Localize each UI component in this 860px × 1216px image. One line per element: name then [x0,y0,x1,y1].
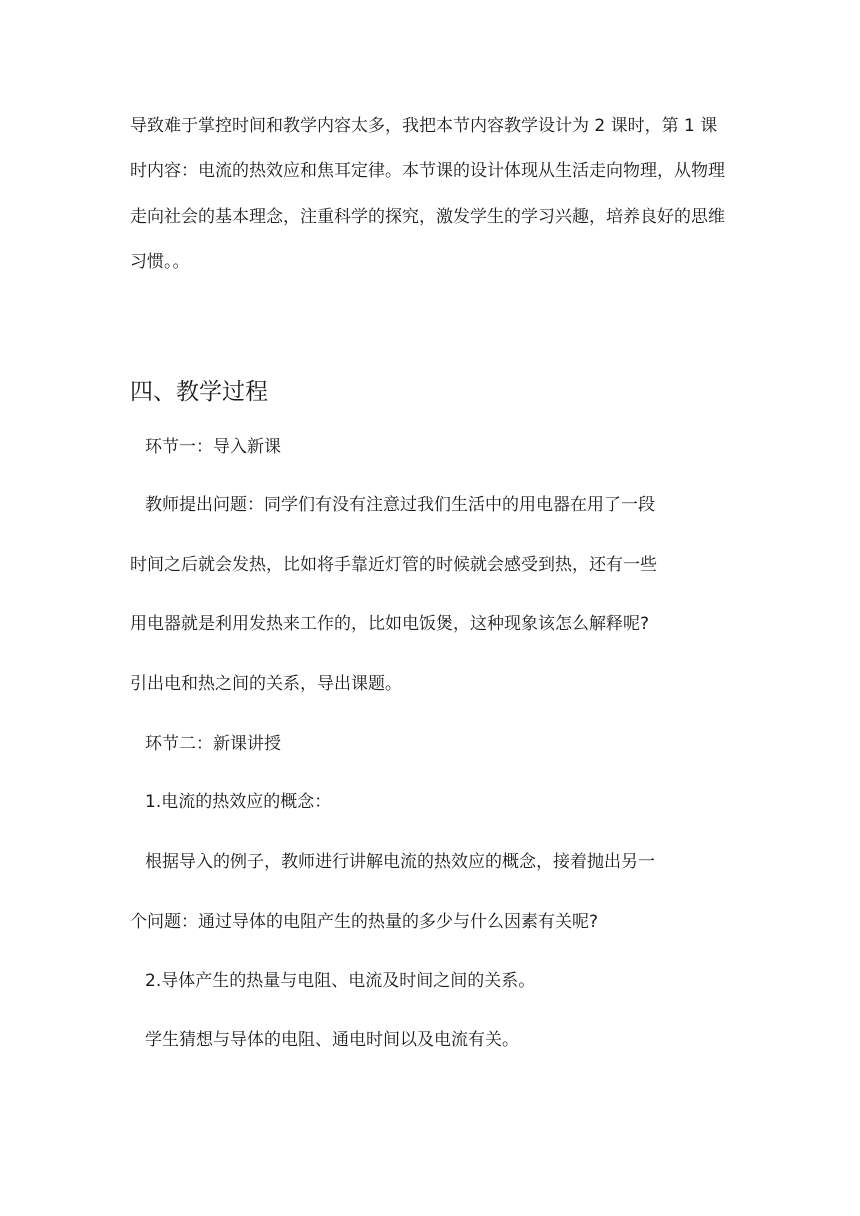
intro-paragraph [130,104,736,285]
teacher-question-line-2: 时间之后就会发热，比如将手靠近灯管的时候就会感受到热，还有一些 [130,555,657,575]
teacher-question-line-4: 引出电和热之间的关系，导出课题。 [130,674,402,694]
stage1-title: 环节一：导入新课 [145,437,281,457]
stage2-title: 环节二：新课讲授 [145,734,281,754]
intro-line-4: 习惯。。 [130,251,190,272]
point1-text-line-2: 个问题：通过导体的电阻产生的热量的多少与什么因素有关呢? [130,912,599,932]
point1-title: 1.电流的热效应的概念： [145,792,332,812]
teacher-question-line-1: 教师提出问题：同学们有没有注意过我们生活中的用电器在用了一段 [145,495,655,515]
intro-line-1: 导致难于掌控时间和教学内容太多，我把本节内容教学设计为 2 课时，第 1 课 [130,116,718,136]
teacher-question-line-3: 用电器就是利用发热来工作的，比如电饭煲，这种现象该怎么解释呢? [130,614,650,634]
point1-text-line-1: 根据导入的例子，教师进行讲解电流的热效应的概念，接着抛出另一 [145,852,655,872]
point2-title: 2.导体产生的热量与电阻、电流及时间之间的关系。 [145,971,536,991]
intro-line-2: 时内容：电流的热效应和焦耳定律。本节课的设计体现从生活走向物理，从物理 [130,161,725,182]
student-guess: 学生猜想与导体的电阻、通电时间以及电流有关。 [145,1030,519,1050]
section-heading: 四、教学过程 [130,379,268,405]
intro-line-3: 走向社会的基本理念，注重科学的探究，激发学生的学习兴趣，培养良好的思维 [130,206,725,227]
